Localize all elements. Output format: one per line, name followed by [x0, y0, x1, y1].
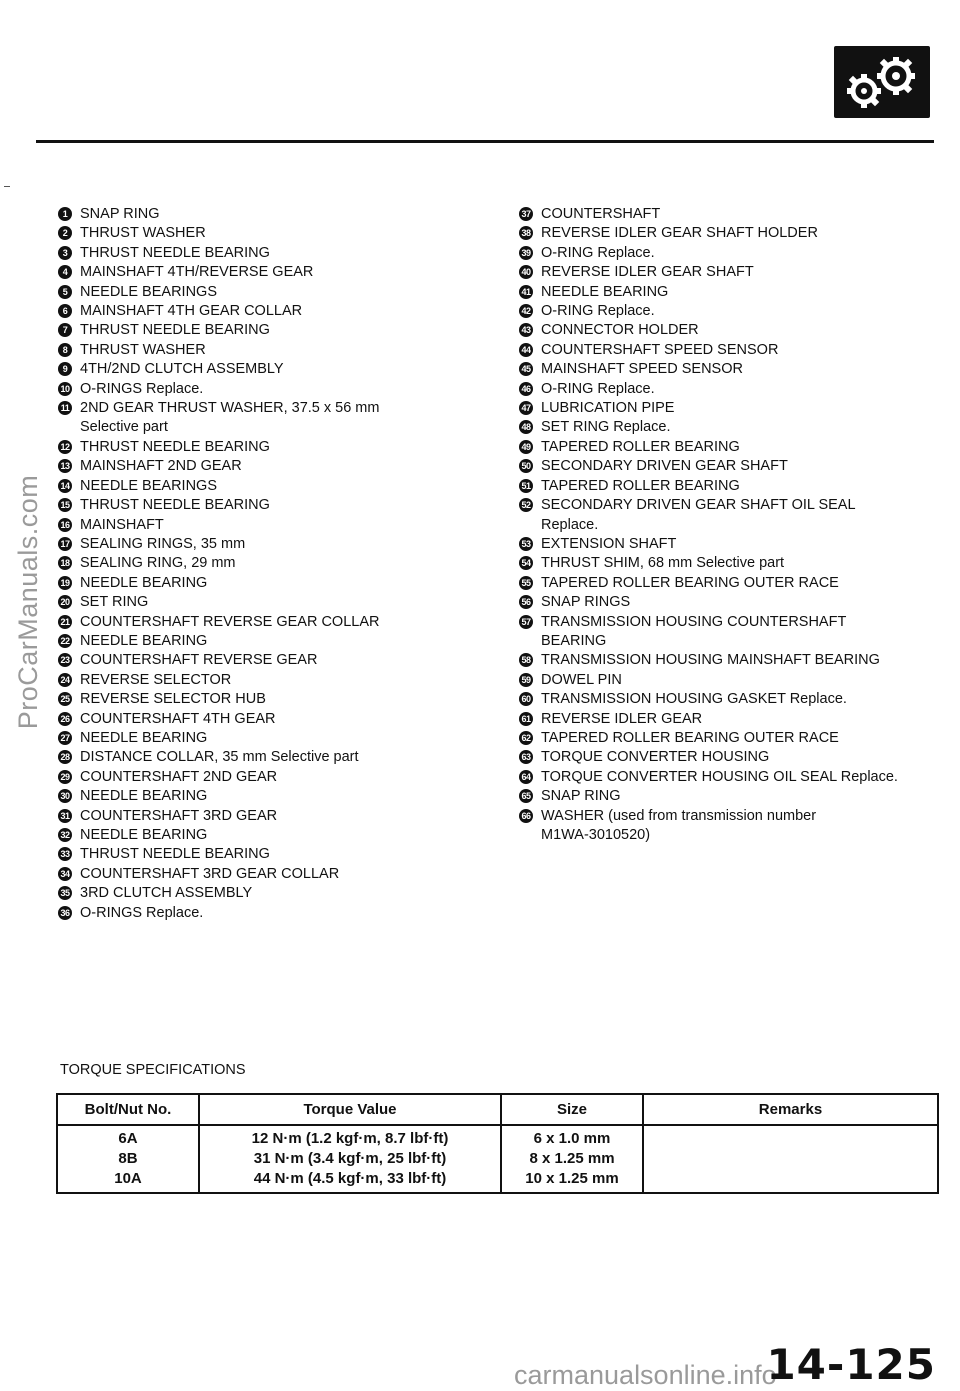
part-name — [80, 244, 436, 263]
callout-number-icon: 55 — [519, 576, 533, 590]
part-name-line: THRUST NEEDLE BEARING — [80, 438, 270, 455]
part-name-line: COUNTERSHAFT 3RD GEAR — [80, 807, 278, 824]
table-header-row — [57, 1094, 938, 1125]
part-name — [541, 477, 932, 496]
callout-number-icon: 10 — [58, 382, 72, 396]
part-name — [541, 321, 932, 340]
callout-number-icon: 50 — [519, 459, 533, 473]
torque-value: 31 N·m (3.4 kgf·m, 25 lbf·ft) — [253, 1150, 447, 1167]
list-item — [56, 593, 436, 612]
part-name — [80, 865, 436, 884]
callout-number-icon: 23 — [58, 653, 72, 667]
callout-number-icon: 46 — [519, 382, 533, 396]
part-name-line: THRUST NEEDLE BEARING — [80, 244, 270, 261]
part-name-line: COUNTERSHAFT REVERSE GEAR COLLAR — [80, 613, 380, 630]
part-name-line: THRUST NEEDLE BEARING — [80, 497, 270, 514]
header-bolt-nut-no: Bolt/Nut No. — [57, 1094, 199, 1125]
list-item — [56, 321, 436, 340]
part-name-line: REVERSE IDLER GEAR SHAFT — [541, 264, 754, 281]
list-item — [517, 321, 932, 340]
callout-number-icon: 34 — [58, 867, 72, 881]
part-name-line: REVERSE IDLER GEAR SHAFT HOLDER — [541, 225, 818, 242]
callout-number-icon: 43 — [519, 323, 533, 337]
list-item — [56, 341, 436, 360]
list-item — [517, 593, 932, 612]
part-name-line: NEEDLE BEARING — [80, 788, 208, 805]
list-item — [517, 807, 932, 846]
part-name-line: THRUST NEEDLE BEARING — [80, 846, 270, 863]
part-name — [80, 399, 436, 438]
callout-number-icon: 8 — [58, 343, 72, 357]
list-item — [517, 244, 932, 263]
part-name-line: COUNTERSHAFT — [541, 206, 661, 222]
part-name-line: TAPERED ROLLER BEARING OUTER RACE — [541, 574, 839, 591]
part-name — [80, 205, 436, 224]
part-name-line: TAPERED ROLLER BEARING OUTER RACE — [541, 729, 839, 746]
torque-spec-table — [56, 1093, 939, 1194]
list-item — [517, 457, 932, 476]
part-name-line: SET RING — [80, 594, 149, 611]
part-name — [80, 845, 436, 864]
part-name-line: SNAP RING — [541, 788, 621, 805]
part-name — [80, 884, 436, 903]
bolt-number: 10A — [114, 1170, 142, 1187]
list-item — [56, 380, 436, 399]
list-item — [56, 496, 436, 515]
part-name-line: NEEDLE BEARINGS — [80, 283, 217, 300]
part-name-line: REVERSE IDLER GEAR — [541, 710, 703, 727]
part-name — [80, 438, 436, 457]
part-name — [541, 224, 932, 243]
part-name-line: MAINSHAFT 4TH/REVERSE GEAR — [80, 264, 314, 281]
callout-number-icon: 27 — [58, 731, 72, 745]
list-item — [56, 748, 436, 767]
part-name — [541, 574, 932, 593]
part-name-line: DOWEL PIN — [541, 671, 622, 688]
list-item — [56, 826, 436, 845]
list-item — [517, 399, 932, 418]
part-name-line: NEEDLE BEARING — [80, 574, 208, 591]
part-name — [541, 613, 932, 652]
part-name-line: MAINSHAFT 4TH GEAR COLLAR — [80, 303, 303, 320]
callout-number-icon: 22 — [58, 634, 72, 648]
part-name-line: SNAP RING — [80, 206, 160, 222]
parts-list-right — [517, 205, 932, 845]
bolt-numbers-cell — [57, 1125, 199, 1193]
callout-number-icon: 60 — [519, 692, 533, 706]
size-value: 10 x 1.25 mm — [525, 1170, 619, 1187]
part-name — [80, 613, 436, 632]
torque-specifications-title: TORQUE SPECIFICATIONS — [60, 1062, 246, 1078]
list-item — [517, 651, 932, 670]
header-rule — [36, 140, 934, 143]
list-item — [517, 710, 932, 729]
part-name — [541, 651, 932, 670]
part-name — [80, 904, 436, 923]
list-item — [517, 748, 932, 767]
list-item — [56, 768, 436, 787]
part-name — [80, 380, 436, 399]
list-item — [56, 865, 436, 884]
part-name-line: O-RING Replace. — [541, 244, 655, 261]
part-name-continuation: BEARING — [541, 632, 607, 649]
part-name-line: TRANSMISSION HOUSING MAINSHAFT BEARING — [541, 652, 880, 669]
part-name — [541, 729, 932, 748]
callout-number-icon: 64 — [519, 770, 533, 784]
part-name — [541, 554, 932, 573]
part-name — [541, 496, 932, 535]
list-item — [56, 457, 436, 476]
list-item — [56, 302, 436, 321]
part-name — [80, 632, 436, 651]
callout-number-icon: 6 — [58, 304, 72, 318]
callout-number-icon: 9 — [58, 362, 72, 376]
part-name — [80, 787, 436, 806]
list-item — [517, 341, 932, 360]
list-item — [56, 651, 436, 670]
list-item — [56, 710, 436, 729]
part-name — [541, 710, 932, 729]
gears-icon — [834, 46, 930, 118]
callout-number-icon: 3 — [58, 246, 72, 260]
list-item — [517, 768, 932, 787]
part-name — [80, 360, 436, 379]
torque-value: 12 N·m (1.2 kgf·m, 8.7 lbf·ft) — [251, 1130, 449, 1147]
list-item — [56, 244, 436, 263]
callout-number-icon: 48 — [519, 420, 533, 434]
bolt-number: 6A — [118, 1130, 138, 1147]
parts-list-left — [56, 205, 436, 923]
callout-number-icon: 7 — [58, 323, 72, 337]
list-item — [56, 845, 436, 864]
callout-number-icon: 40 — [519, 265, 533, 279]
part-name-line: THRUST SHIM, 68 mm Selective part — [541, 555, 785, 572]
list-item — [517, 438, 932, 457]
callout-number-icon: 32 — [58, 828, 72, 842]
callout-number-icon: 5 — [58, 285, 72, 299]
part-name — [541, 360, 932, 379]
part-name — [80, 768, 436, 787]
part-name — [80, 826, 436, 845]
part-name — [541, 302, 932, 321]
callout-number-icon: 57 — [519, 615, 533, 629]
list-item — [56, 632, 436, 651]
list-item — [517, 729, 932, 748]
callout-number-icon: 33 — [58, 847, 72, 861]
callout-number-icon: 29 — [58, 770, 72, 784]
callout-number-icon: 54 — [519, 556, 533, 570]
callout-number-icon: 14 — [58, 479, 72, 493]
list-item — [56, 729, 436, 748]
part-name — [80, 302, 436, 321]
part-name-line: CONNECTOR HOLDER — [541, 322, 699, 339]
part-name — [541, 768, 932, 787]
callout-number-icon: 36 — [58, 906, 72, 920]
part-name — [80, 341, 436, 360]
part-name-line: TAPERED ROLLER BEARING — [541, 477, 740, 494]
callout-number-icon: 18 — [58, 556, 72, 570]
list-item — [56, 516, 436, 535]
list-item — [517, 613, 932, 652]
part-name — [541, 263, 932, 282]
part-name — [80, 554, 436, 573]
part-name-line: WASHER (used from transmission number — [541, 807, 817, 824]
part-name — [80, 574, 436, 593]
part-name-line: THRUST NEEDLE BEARING — [80, 322, 270, 339]
part-name-line: O-RINGS Replace. — [80, 380, 204, 397]
part-name — [541, 807, 932, 846]
callout-number-icon: 59 — [519, 673, 533, 687]
part-name-line: 2ND GEAR THRUST WASHER, 37.5 x 56 mm — [80, 400, 380, 417]
part-name — [80, 690, 436, 709]
part-name-line: COUNTERSHAFT 2ND GEAR — [80, 768, 278, 785]
list-item — [517, 671, 932, 690]
footer-watermark: carmanualsonline.info — [514, 1360, 777, 1390]
callout-number-icon: 44 — [519, 343, 533, 357]
part-name-line: REVERSE SELECTOR — [80, 671, 232, 688]
part-name-line: SNAP RINGS — [541, 594, 631, 611]
callout-number-icon: 38 — [519, 226, 533, 240]
list-item — [56, 690, 436, 709]
callout-number-icon: 56 — [519, 595, 533, 609]
callout-number-icon: 28 — [58, 750, 72, 764]
part-name — [541, 283, 932, 302]
part-name-line: TORQUE CONVERTER HOUSING — [541, 749, 770, 766]
part-name — [541, 671, 932, 690]
header-torque-value: Torque Value — [199, 1094, 501, 1125]
callout-number-icon: 37 — [519, 207, 533, 221]
callout-number-icon: 30 — [58, 789, 72, 803]
callout-number-icon: 17 — [58, 537, 72, 551]
part-name-line: NEEDLE BEARING — [80, 632, 208, 649]
callout-number-icon: 58 — [519, 653, 533, 667]
part-name-line: O-RING Replace. — [541, 380, 655, 397]
part-name — [541, 593, 932, 612]
header-remarks: Remarks — [643, 1094, 938, 1125]
callout-number-icon: 21 — [58, 615, 72, 629]
part-name — [541, 535, 932, 554]
part-name-line: 3RD CLUTCH ASSEMBLY — [80, 885, 253, 902]
part-name-continuation: Selective part — [80, 419, 168, 436]
callout-number-icon: 20 — [58, 595, 72, 609]
callout-number-icon: 4 — [58, 265, 72, 279]
list-item — [517, 283, 932, 302]
part-name — [541, 399, 932, 418]
part-name-line: SEALING RINGS, 35 mm — [80, 535, 246, 552]
part-name — [541, 341, 932, 360]
callout-number-icon: 52 — [519, 498, 533, 512]
part-name-line: TRANSMISSION HOUSING GASKET Replace. — [541, 691, 847, 708]
list-item — [517, 574, 932, 593]
callout-number-icon: 31 — [58, 809, 72, 823]
list-item — [56, 884, 436, 903]
part-name — [541, 690, 932, 709]
bolt-number: 8B — [118, 1150, 138, 1167]
header-size: Size — [501, 1094, 643, 1125]
remarks-cell — [643, 1125, 938, 1193]
callout-number-icon: 65 — [519, 789, 533, 803]
list-item — [517, 302, 932, 321]
list-item — [56, 477, 436, 496]
part-name-line: TRANSMISSION HOUSING COUNTERSHAFT — [541, 613, 847, 630]
list-item — [56, 205, 436, 224]
part-name-line: REVERSE SELECTOR HUB — [80, 691, 266, 708]
callout-number-icon: 41 — [519, 285, 533, 299]
part-name-line: TORQUE CONVERTER HOUSING OIL SEAL Replace. — [541, 768, 898, 785]
part-name-line: O-RING Replace. — [541, 303, 655, 320]
callout-number-icon: 61 — [519, 712, 533, 726]
list-item — [517, 224, 932, 243]
list-item — [517, 787, 932, 806]
part-name-line: NEEDLE BEARING — [80, 827, 208, 843]
side-watermark: ProCarManuals.com — [13, 474, 43, 730]
part-name-line: MAINSHAFT 2ND GEAR — [80, 458, 242, 475]
part-name — [80, 516, 436, 535]
part-name — [80, 748, 436, 767]
part-name-line: NEEDLE BEARING — [541, 283, 669, 300]
part-name-line: SET RING Replace. — [541, 419, 671, 436]
margin-tick — [4, 186, 10, 187]
list-item — [517, 380, 932, 399]
list-item — [56, 574, 436, 593]
callout-number-icon: 16 — [58, 518, 72, 532]
part-name — [541, 438, 932, 457]
callout-number-icon: 53 — [519, 537, 533, 551]
callout-number-icon: 42 — [519, 304, 533, 318]
part-name — [80, 535, 436, 554]
part-name-continuation: M1WA-3010520) — [541, 827, 651, 843]
torque-values-cell — [199, 1125, 501, 1193]
list-item — [56, 535, 436, 554]
part-name-line: COUNTERSHAFT 4TH GEAR — [80, 710, 276, 727]
callout-number-icon: 2 — [58, 226, 72, 240]
table-row — [57, 1125, 938, 1193]
part-name-line: NEEDLE BEARINGS — [80, 477, 217, 494]
page-number: 14-125 — [766, 1340, 936, 1389]
part-name — [80, 593, 436, 612]
callout-number-icon: 15 — [58, 498, 72, 512]
part-name-line: THRUST WASHER — [80, 225, 206, 242]
list-item — [56, 224, 436, 243]
part-name — [80, 671, 436, 690]
callout-number-icon: 24 — [58, 673, 72, 687]
callout-number-icon: 26 — [58, 712, 72, 726]
list-item — [56, 807, 436, 826]
part-name-line: MAINSHAFT — [80, 516, 164, 533]
part-name — [541, 748, 932, 767]
callout-number-icon: 51 — [519, 479, 533, 493]
part-name-line: SECONDARY DRIVEN GEAR SHAFT — [541, 458, 788, 475]
part-name — [80, 224, 436, 243]
part-name — [80, 729, 436, 748]
list-item — [517, 205, 932, 224]
part-name — [80, 283, 436, 302]
part-name — [541, 244, 932, 263]
list-item — [517, 535, 932, 554]
part-name-line: SEALING RING, 29 mm — [80, 555, 236, 572]
list-item — [56, 671, 436, 690]
list-item — [56, 904, 436, 923]
part-name-continuation: Replace. — [541, 516, 599, 533]
torque-value: 44 N·m (4.5 kgf·m, 33 lbf·ft) — [253, 1170, 447, 1187]
part-name — [80, 496, 436, 515]
part-name-line: NEEDLE BEARING — [80, 729, 208, 746]
callout-number-icon: 66 — [519, 809, 533, 823]
list-item — [56, 399, 436, 438]
list-item — [56, 360, 436, 379]
callout-number-icon: 62 — [519, 731, 533, 745]
part-name-line: THRUST WASHER — [80, 341, 206, 358]
part-name-line: DISTANCE COLLAR, 35 mm Selective part — [80, 749, 359, 766]
part-name — [541, 205, 932, 224]
part-name-line: SECONDARY DRIVEN GEAR SHAFT OIL SEAL — [541, 497, 856, 514]
list-item — [517, 263, 932, 282]
part-name — [541, 787, 932, 806]
part-name-line: COUNTERSHAFT 3RD GEAR COLLAR — [80, 865, 340, 882]
list-item — [56, 283, 436, 302]
part-name-line: EXTENSION SHAFT — [541, 535, 677, 552]
list-item — [517, 477, 932, 496]
part-name — [541, 418, 932, 437]
list-item — [56, 613, 436, 632]
part-name-line: O-RINGS Replace. — [80, 904, 204, 921]
callout-number-icon: 35 — [58, 886, 72, 900]
list-item — [517, 418, 932, 437]
size-value: 6 x 1.0 mm — [533, 1130, 611, 1147]
callout-number-icon: 12 — [58, 440, 72, 454]
part-name-line: MAINSHAFT SPEED SENSOR — [541, 361, 743, 378]
part-name-line: COUNTERSHAFT REVERSE GEAR — [80, 652, 318, 669]
callout-number-icon: 25 — [58, 692, 72, 706]
list-item — [56, 787, 436, 806]
part-name-line: COUNTERSHAFT SPEED SENSOR — [541, 341, 779, 358]
list-item — [517, 554, 932, 573]
callout-number-icon: 13 — [58, 459, 72, 473]
list-item — [517, 496, 932, 535]
list-item — [56, 554, 436, 573]
sizes-cell — [501, 1125, 643, 1193]
part-name — [80, 321, 436, 340]
callout-number-icon: 1 — [58, 207, 72, 221]
list-item — [56, 438, 436, 457]
callout-number-icon: 19 — [58, 576, 72, 590]
part-name — [80, 457, 436, 476]
list-item — [517, 360, 932, 379]
part-name — [541, 380, 932, 399]
callout-number-icon: 63 — [519, 750, 533, 764]
callout-number-icon: 45 — [519, 362, 533, 376]
callout-number-icon: 49 — [519, 440, 533, 454]
part-name-line: TAPERED ROLLER BEARING — [541, 438, 740, 455]
part-name — [80, 477, 436, 496]
callout-number-icon: 47 — [519, 401, 533, 415]
list-item — [56, 263, 436, 282]
size-value: 8 x 1.25 mm — [529, 1150, 615, 1167]
list-item — [517, 690, 932, 709]
callout-number-icon: 11 — [58, 401, 72, 415]
part-name-line: 4TH/2ND CLUTCH ASSEMBLY — [80, 361, 284, 378]
part-name — [80, 710, 436, 729]
part-name — [80, 263, 436, 282]
part-name — [80, 807, 436, 826]
part-name — [541, 457, 932, 476]
callout-number-icon: 39 — [519, 246, 533, 260]
part-name — [80, 651, 436, 670]
part-name-line: LUBRICATION PIPE — [541, 400, 675, 417]
